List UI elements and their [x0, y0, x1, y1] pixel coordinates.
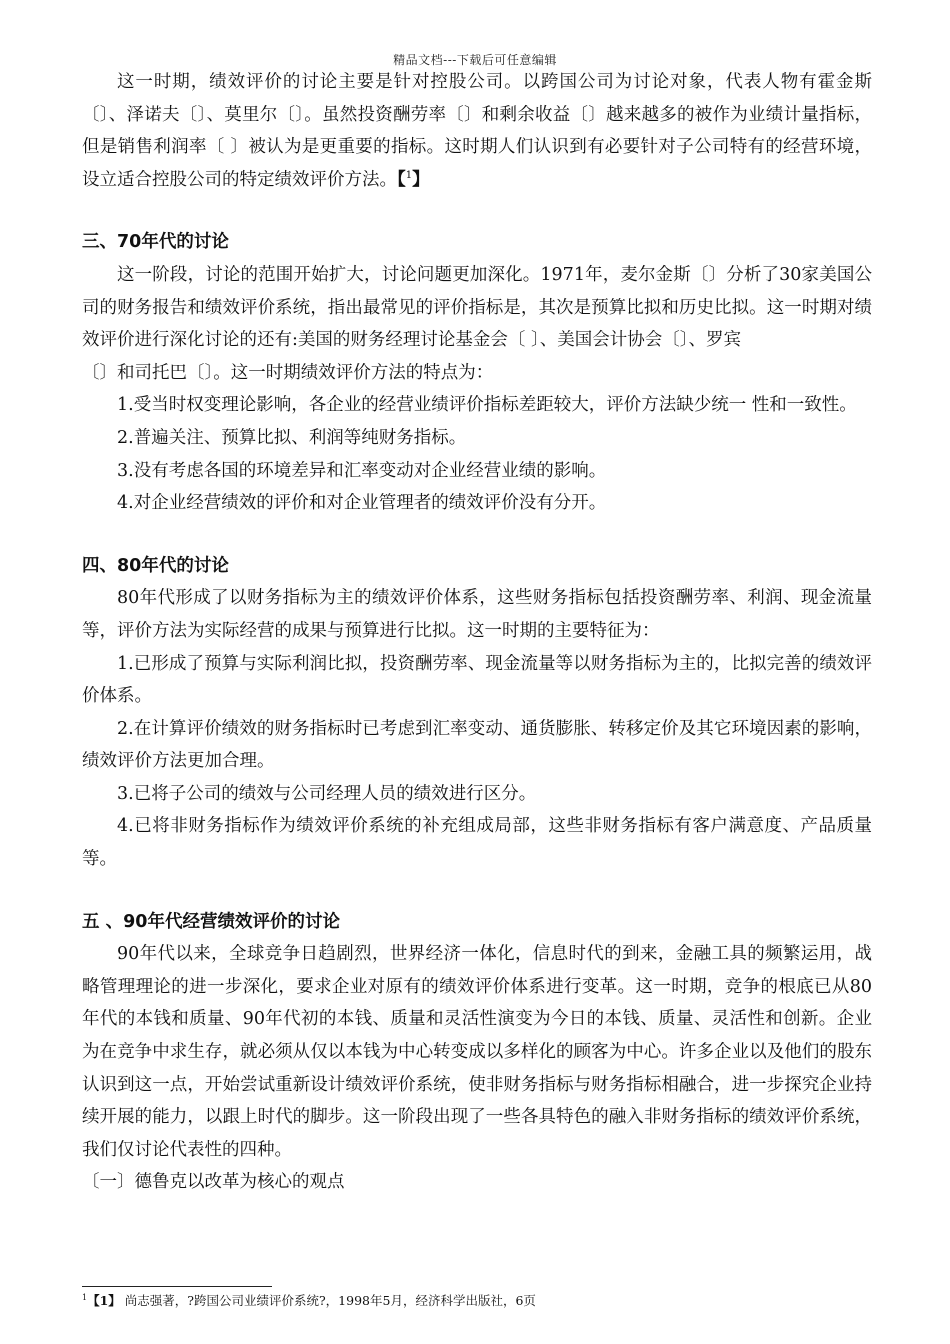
section-5-paragraph: 90年代以来，全球竞争日趋剧烈，世界经济一体化，信息时代的到来，金融工具的频繁运用，战略管理理论的进一步深化，要求企业对原有的绩效评价体系进行变革。这一时期，竞争的根底已从80年代的本钱和质量、90年代初的本钱、质量和灵活性演变为今日的本钱、质量、灵活性和创新。企业为在竞争中求生存，就必须从仅以本钱为中心转变成以多样化的顾客为中心。许多企业以及他们的股东认识到这一点，开始尝试重新设计绩效评价系统，使非财务指标与财务指标相融合，进一步探究企业持续开展的能力，以跟上时代的脚步。这一阶段出现了一些各具特色的融入非财务指标的绩效评价系统，我们仅讨论代表性的四种。 — [82, 944, 872, 1160]
section-3-item-1: 1.受当时权变理论影响，各企业的经营业绩评价指标差距较大，评价方法缺少统一 性和一致性。 — [117, 395, 857, 416]
footnote — [82, 1292, 882, 1310]
section-4-paragraph: 80年代形成了以财务指标为主的绩效评价体系，这些财务指标包括投资酬劳率、利润、现金流量等，评价方法为实际经营的成果与预算进行比拟。这一时期的主要特征为： — [82, 588, 872, 641]
document-body — [82, 66, 872, 1199]
section-3-heading: 三、70年代的讨论 — [82, 232, 229, 253]
page-header: 精品文档---下载后可任意编辑 — [393, 53, 557, 67]
section-3-item-2: 2.普遍关注、预算比拟、利润等纯财务指标。 — [117, 427, 467, 448]
section-4-item-4: 4.已将非财务指标作为绩效评价系统的补充组成局部，这些非财务指标有客户满意度、产品质量等。 — [82, 816, 872, 870]
section-4-item-3: 3.已将子公司的绩效与公司经理人员的绩效进行区分。 — [117, 783, 537, 804]
section-4-item-1: 1.已形成了预算与实际利润比拟，投资酬劳率、现金流量等以财务指标为主的，比拟完善的绩效评价体系。 — [82, 653, 872, 707]
section-3-paragraph-1: 这一阶段，讨论的范围开始扩大，讨论问题更加深化。1971年，麦尔金斯〔〕分析了30家美国公司的财务报告和绩效评价系统，指出最常见的评价指标是，其次是预算比拟和历史比拟。这一时期对绩效评价进行深化讨论的还有:美国的财务经理讨论基金会〔 〕、美国会计协会〔〕、罗宾 — [82, 264, 872, 351]
section-3-item-3: 3.没有考虑各国的环境差异和汇率变动对企业经营业绩的影响。 — [117, 460, 607, 481]
section-3-item-4: 4.对企业经营绩效的评价和对企业管理者的绩效评价没有分开。 — [117, 493, 607, 514]
intro-text: 这一时期，绩效评价的讨论主要是针对控股公司。以跨国公司为讨论对象，代表人物有霍金斯〔〕、泽诺夫〔〕、莫里尔〔〕。虽然投资酬劳率〔〕和剩余收益〔〕越来越多的被作为业绩计量指标，但是销售利润率〔 〕被认为是更重要的指标。这时期人们认识到有必要针对子公司特有的经营环境，设立适合控股公司的特定绩效评价方法。 — [82, 72, 872, 190]
footnote-ref: 【1】 — [87, 1293, 121, 1308]
footnote-text: 尚志强著，?跨国公司业绩评价系统?，1998年5月，经济科学出版社，6页 — [120, 1293, 536, 1308]
section-4-item-2: 2.在计算评价绩效的财务指标时已考虑到汇率变动、通货膨胀、转移定价及其它环境因素的影响，绩效评价方法更加合理。 — [82, 718, 872, 772]
footnote-reference[interactable]: 【$^1$】 — [397, 169, 430, 190]
intro-paragraph — [82, 66, 872, 196]
footnote-divider — [82, 1286, 272, 1287]
footnote-marker: 1 — [82, 1292, 88, 1302]
section-5-subsection-heading: 〔一〕德鲁克以改革为核心的观点 — [82, 1172, 345, 1193]
section-3-paragraph-2: 〔〕和司托巴〔〕。这一时期绩效评价方法的特点为： — [82, 362, 494, 383]
section-5-heading: 五 、90年代经营绩效评价的讨论 — [82, 911, 340, 932]
section-4-heading: 四、80年代的讨论 — [82, 555, 229, 576]
